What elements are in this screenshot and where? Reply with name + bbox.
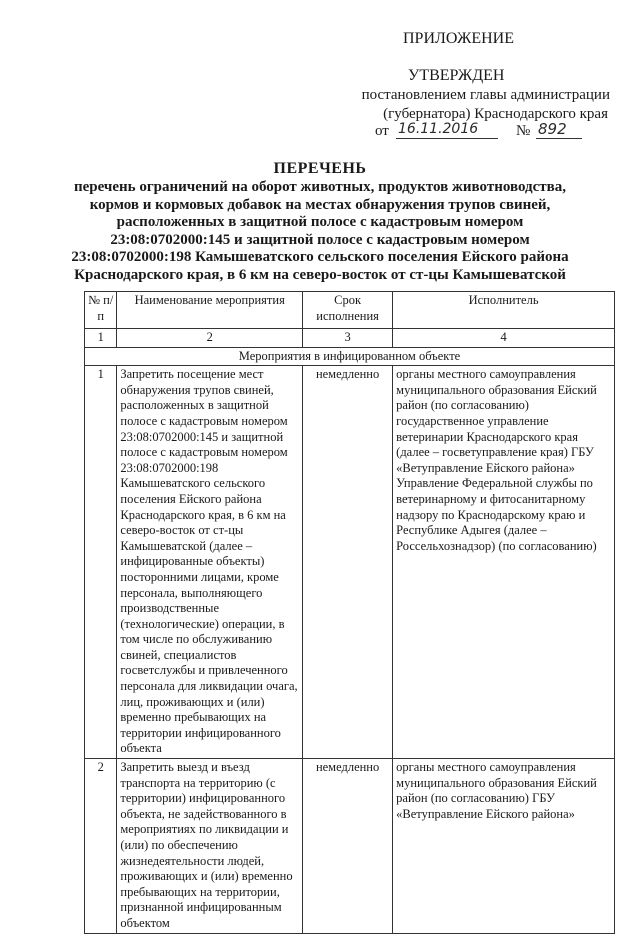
decree-date-number: [340, 119, 600, 141]
column-number: 1: [85, 329, 117, 348]
subtitle-line: кормов и кормовых добавок на местах обнаружения трупов свиней,: [89, 196, 551, 213]
row-executor: органы местного самоуправления муниципального образования Ейский район (по согласованию) государственное управление ветеринарии Краснодарского края (далее – госветуправление края) ГБУ «Ветуправление Ейского района» Управление Федеральной службы по ветеринарному и фитосанитарному надзору по Краснодарскому краю и Республике Адыгея (далее – Россельхознадзор) (по согласованию): [393, 366, 615, 759]
appendix-label: ПРИЛОЖЕНИЕ: [403, 30, 515, 47]
table-row: [85, 759, 615, 934]
table-header-row: [85, 292, 615, 329]
column-numbers-row: [85, 329, 615, 348]
column-number: 4: [393, 329, 615, 348]
subtitle-line: Краснодарского края, в 6 км на северо-восток от ст-цы Камышеватской: [74, 266, 566, 283]
decree-date: 16.11.2016: [398, 121, 479, 137]
row-executor: органы местного самоуправления муниципального образования Ейский район (по согласованию) ГБУ «Ветуправление Ейского района»: [393, 759, 615, 934]
decree-line-2: (губернатора) Краснодарского края: [383, 106, 608, 122]
column-number: 3: [303, 329, 393, 348]
header-num: № п/п: [85, 292, 117, 329]
document-subtitle: [50, 179, 590, 284]
document-title: ПЕРЕЧЕНЬ: [273, 160, 367, 177]
date-prefix: от: [375, 123, 389, 139]
row-name: Запретить посещение мест обнаружения трупов свиней, расположенных в защитной полосе с кадастровым номером 23:08:0702000:145 и защитной полосе с кадастровым номером 23:08:0702000:198 Камышеватского сельского поселения Ейского района Краснодарского края, в 6 км на северо-восток от ст-цы Камышеватской (далее – инфицированные объекты) посторонними лицами, кроме персонала, выполняющего производственные (технологические) операции, в том числе по обслуживанию свиней, специалистов госветслужбы и привлеченного персонала для ликвидации очага, лиц, проживающих и (или) временно пребывающих на территории инфицированного объекта: [117, 366, 303, 759]
row-term: немедленно: [303, 759, 393, 934]
header-name: Наименование мероприятия: [117, 292, 303, 329]
table-row: [85, 366, 615, 759]
row-num: 2: [85, 759, 117, 934]
measures-table: [84, 291, 615, 934]
header-executor: Исполнитель: [393, 292, 615, 329]
header-term: Срок исполнения: [303, 292, 393, 329]
column-number: 2: [117, 329, 303, 348]
approved-label: УТВЕРЖДЕН: [408, 67, 505, 84]
decree-line-1: постановлением главы администрации: [361, 87, 610, 103]
row-term: немедленно: [303, 366, 393, 759]
section-title: Мероприятия в инфицированном объекте: [85, 347, 615, 366]
number-underline: [536, 138, 582, 139]
date-underline: [396, 138, 498, 139]
row-num: 1: [85, 366, 117, 759]
section-row: [85, 347, 615, 366]
row-name: Запретить выезд и въезд транспорта на территорию (с территории) инфицированного объекта, не задействованного в мероприятиях по ликвидации и (или) по обеспечению жизнедеятельности людей, проживающих и (или) временно пребывающих на территории, признанной инфицированным объектом: [117, 759, 303, 934]
subtitle-line: расположенных в защитной полосе с кадастровым номером: [116, 214, 524, 230]
number-prefix: №: [516, 123, 531, 139]
subtitle-line: 23:08:0702000:145 и защитной полосе с кадастровым номером: [110, 231, 530, 248]
decree-number: 892: [538, 120, 567, 138]
subtitle-line: 23:08:0702000:198 Камышеватского сельского поселения Ейского района: [71, 249, 569, 265]
subtitle-line: перечень ограничений на оборот животных, продуктов животноводства,: [73, 179, 567, 195]
